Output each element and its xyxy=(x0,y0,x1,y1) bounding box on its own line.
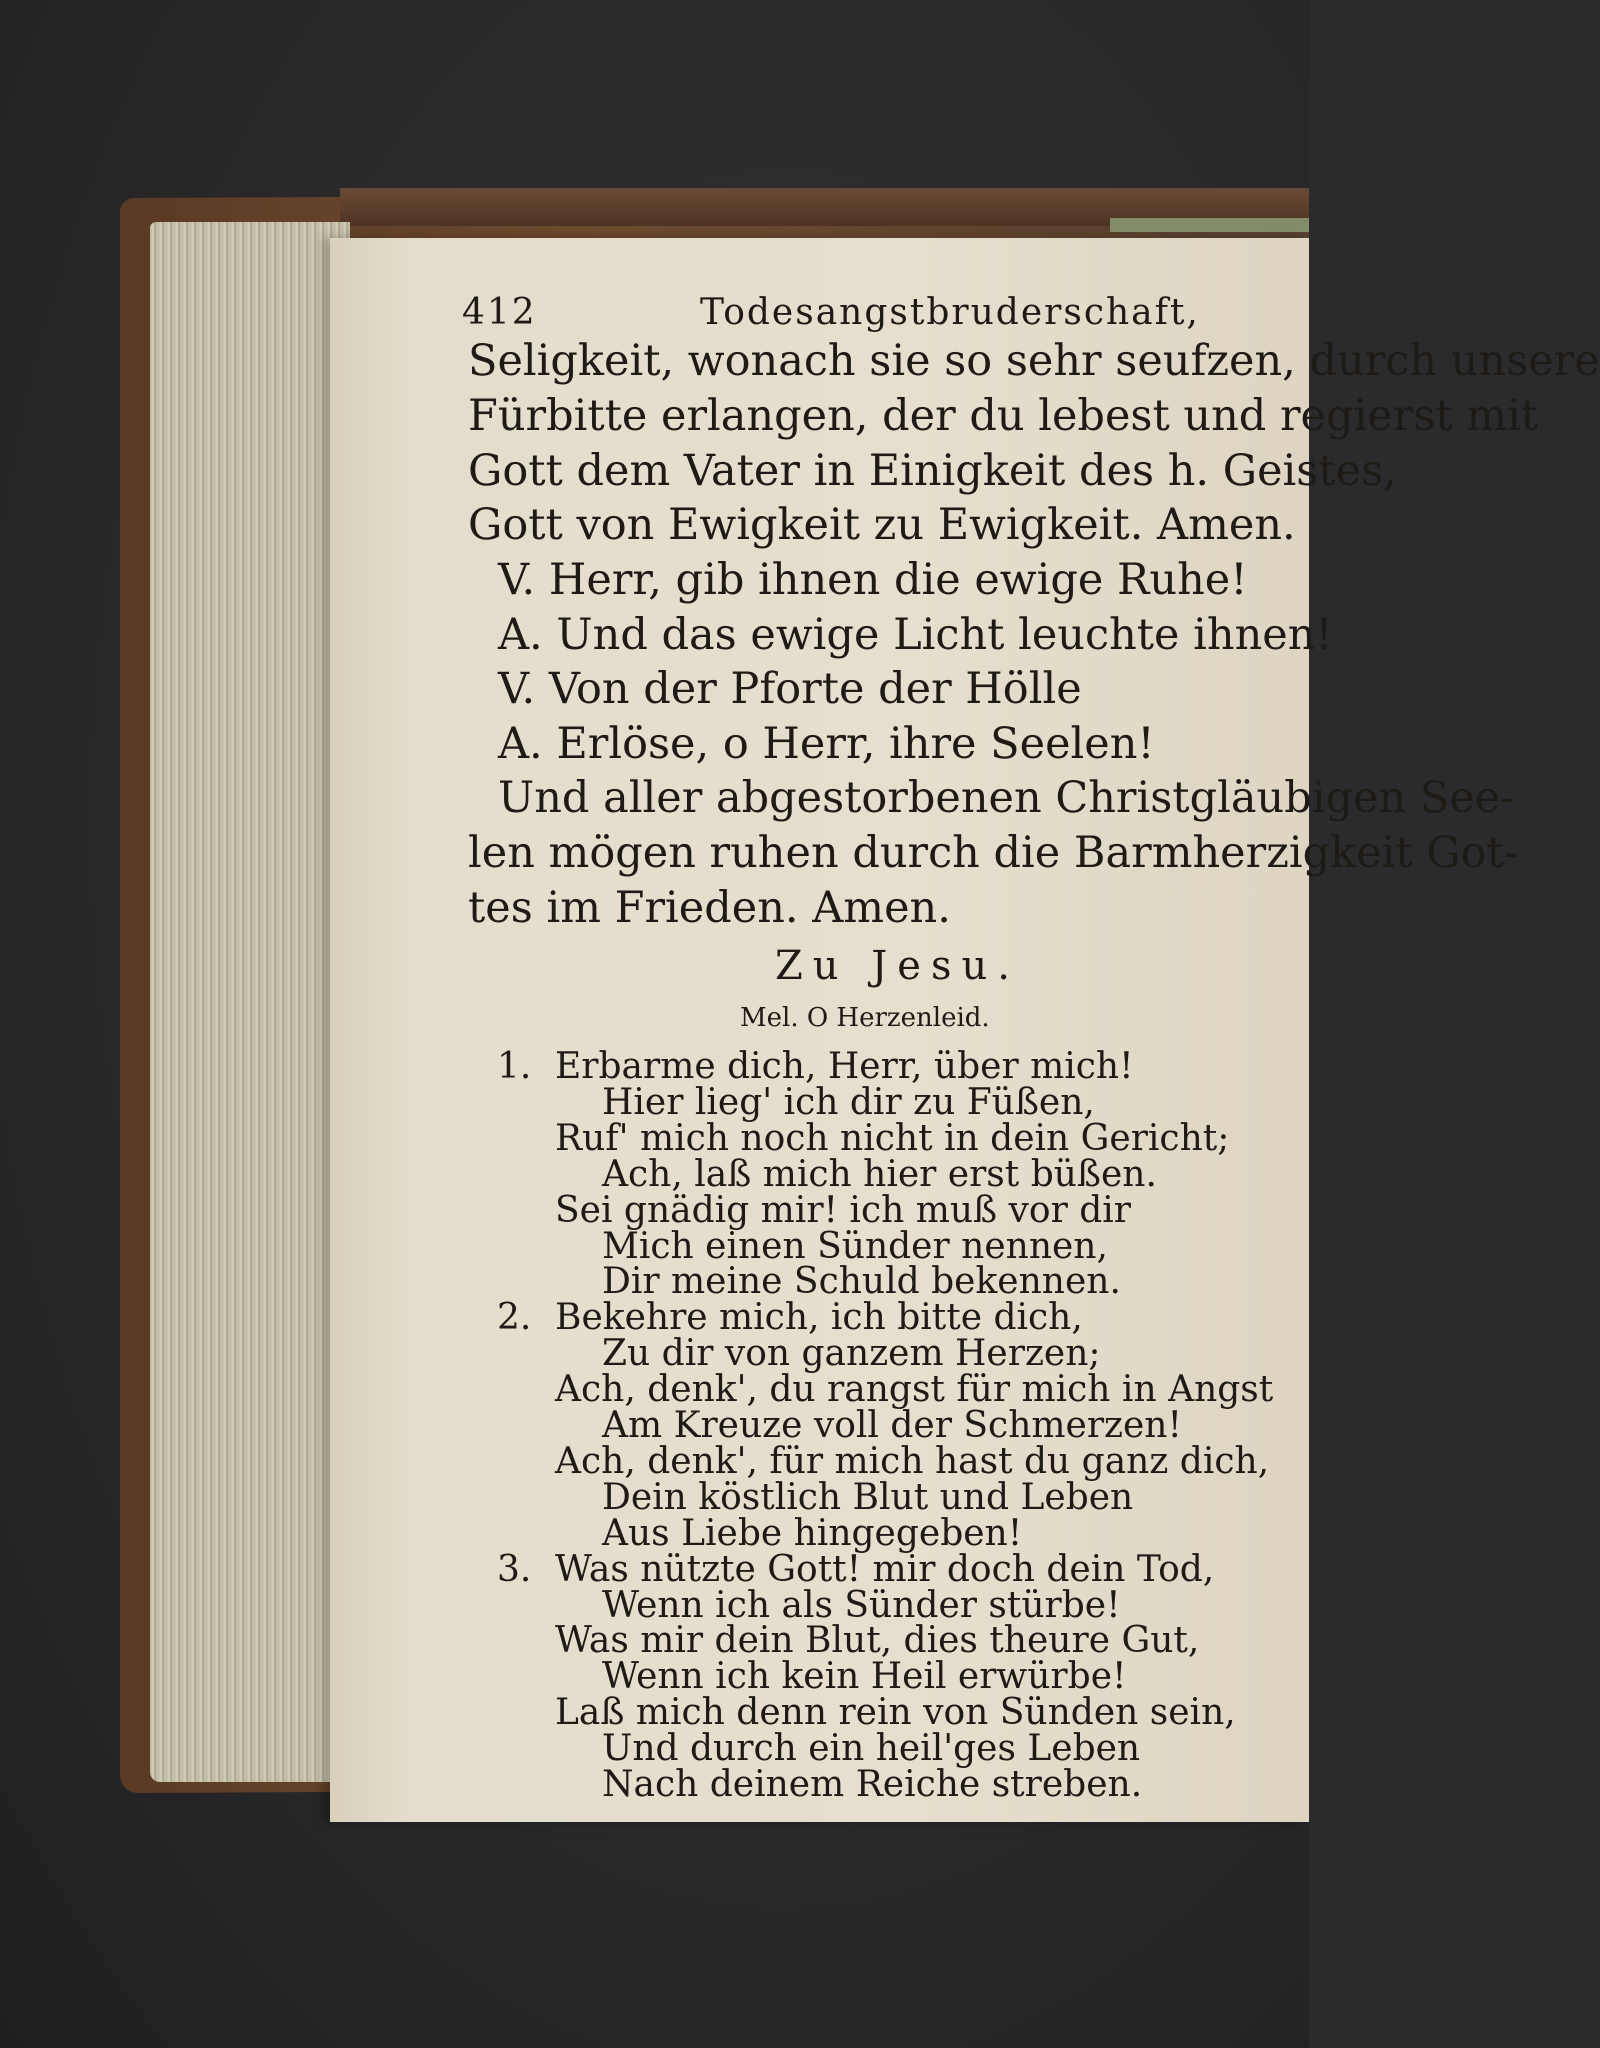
verse-line: Nach deinem Reiche streben. xyxy=(602,1764,1143,1805)
response-line: A. Und das ewige Licht leuchte ihnen! xyxy=(498,610,1333,660)
closing-line: Und aller abgestorbenen Christgläubigen See- xyxy=(498,773,1515,823)
prose-line: Gott dem Vater in Einigkeit des h. Geistes, xyxy=(468,446,1397,496)
verse-line: Dein köstlich Blut und Leben xyxy=(602,1477,1134,1518)
prose-line: Gott von Ewigkeit zu Ewigkeit. Amen. xyxy=(468,500,1296,550)
verse-line: Und durch ein heil'ges Leben xyxy=(602,1728,1141,1769)
verse-line: Wenn ich als Sünder stürbe! xyxy=(602,1585,1121,1626)
verse-number: 1. xyxy=(497,1046,532,1087)
verse-line: Was nützte Gott! mir doch dein Tod, xyxy=(555,1549,1215,1590)
verse-number: 2. xyxy=(497,1297,532,1338)
verse-line: Mich einen Sünder nennen, xyxy=(602,1226,1108,1267)
verse-line: Aus Liebe hingegeben! xyxy=(602,1513,1023,1554)
verse-line: Was mir dein Blut, dies theure Gut, xyxy=(555,1620,1200,1661)
melody-note: Mel. O Herzenleid. xyxy=(740,1003,990,1033)
closing-line: tes im Frieden. Amen. xyxy=(468,883,951,933)
page-edge-green xyxy=(1110,218,1309,232)
verse-line: Laß mich denn rein von Sünden sein, xyxy=(555,1692,1236,1733)
verse-line: Wenn ich kein Heil erwürbe! xyxy=(602,1656,1127,1697)
hymn-title: Zu Jesu. xyxy=(775,943,1020,989)
verse-line: Erbarme dich, Herr, über mich! xyxy=(555,1046,1134,1087)
verse-line: Ach, laß mich hier erst büßen. xyxy=(602,1154,1157,1195)
versicle-line: V. Herr, gib ihnen die ewige Ruhe! xyxy=(498,555,1248,605)
page-stack xyxy=(150,222,350,1782)
verse-line: Bekehre mich, ich bitte dich, xyxy=(555,1297,1083,1338)
verse-line: Hier lieg' ich dir zu Füßen, xyxy=(602,1082,1095,1123)
response-line: A. Erlöse, o Herr, ihre Seelen! xyxy=(498,719,1155,769)
verse-number: 3. xyxy=(497,1549,532,1590)
prose-line: Fürbitte erlangen, der du lebest und regierst mit xyxy=(468,391,1539,441)
verse-line: Sei gnädig mir! ich muß vor dir xyxy=(555,1190,1131,1231)
verse-line: Dir meine Schuld bekennen. xyxy=(602,1261,1121,1302)
verse-line: Am Kreuze voll der Schmerzen! xyxy=(602,1405,1182,1446)
verse-line: Ruf' mich noch nicht in dein Gericht; xyxy=(555,1118,1230,1159)
prose-line: Seligkeit, wonach sie so sehr seufzen, durch unsere xyxy=(468,336,1600,386)
verse-line: Ach, denk', du rangst für mich in Angst xyxy=(555,1369,1274,1410)
verse-line: Ach, denk', für mich hast du ganz dich, xyxy=(555,1441,1270,1482)
page-number: 412 xyxy=(462,292,537,333)
running-title: Todesangstbruderschaft, xyxy=(700,292,1200,333)
closing-line: len mögen ruhen durch die Barmherzigkeit Got- xyxy=(468,828,1519,878)
verse-line: Zu dir von ganzem Herzen; xyxy=(602,1333,1101,1374)
versicle-line: V. Von der Pforte der Hölle xyxy=(498,664,1082,714)
